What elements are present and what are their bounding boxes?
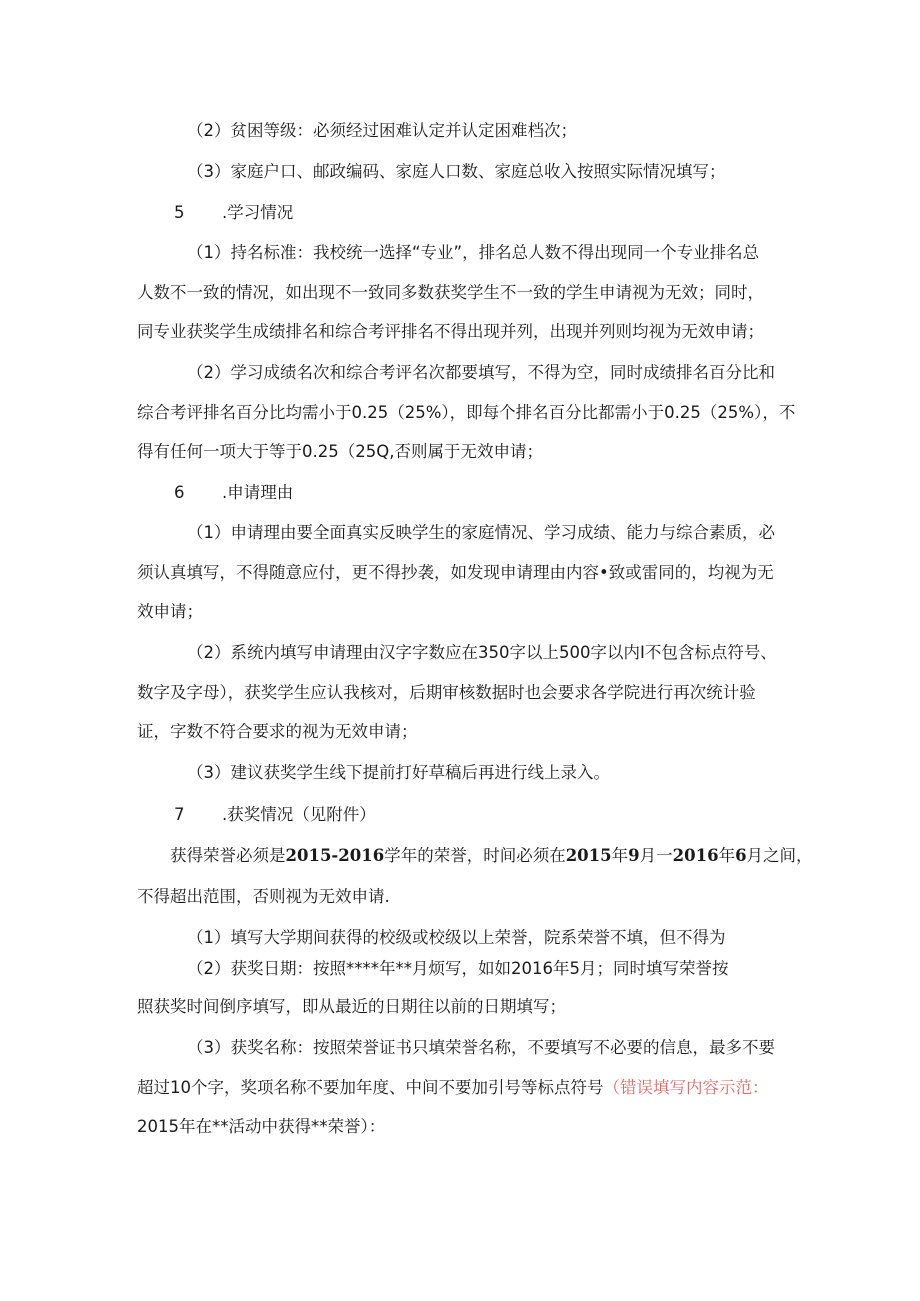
paragraph-reason-2: 须认真填写，不得随意应付，更不得抄袭，如发现申请理由内容•致或雷同的，均视为无: [137, 563, 774, 582]
paragraph-reason-1: （1）申请理由要全面真实反映学生的家庭情况、学习成绩、能力与综合素质，必: [187, 523, 775, 542]
paragraph-award-date-2: 照获奖时间倒序填写，即从最近的日期往以前的日期填写；: [137, 997, 566, 1016]
paragraph-draft-suggestion: （3）建议获奖学生线下提前打好草稿后再进行线上录入。: [187, 763, 610, 782]
paragraph-award-level: （1）填写大学期间获得的校级或校级以上荣誉，院系荣誉不填，但不得为: [187, 928, 726, 947]
wrong-example-label: （错误填写内容示范：: [603, 1078, 769, 1097]
award-period-text: 获得荣誉必须是: [170, 846, 286, 865]
award-period-text: 年: [611, 846, 629, 865]
paragraph-rank-percent-3: 得有任何一项大于等于0.25（25Q,否则属于无效申请；: [137, 442, 543, 461]
paragraph-award-period-1: [170, 845, 813, 867]
paragraph-word-count-3: 证，字数不符合要求的视为无效申请；: [137, 722, 418, 741]
award-name-text: 超过10个字，奖项名称不要加年度、中间不要加引号等标点符号: [137, 1078, 604, 1097]
award-period-text: 月一: [639, 846, 673, 865]
section-title-awards: .获奖情况（见附件）: [222, 805, 376, 824]
paragraph-reason-3: 效申请；: [137, 602, 203, 621]
section-number-7: 7: [174, 805, 185, 824]
paragraph-ranking-standard-2: 人数不一致的情况，如出现不一致同多数获奖学生不一致的学生申请视为无效；同时，: [137, 283, 764, 302]
award-period-end-year: 2016: [672, 846, 719, 865]
section-title-reason: .申请理由: [222, 483, 294, 502]
paragraph-poverty-level: （2）贫困等级：必须经过困难认定并认定困难档次；: [187, 121, 577, 140]
paragraph-award-name-1: （3）获奖名称：按照荣誉证书只填荣誉名称，不要填写不必要的信息，最多不要: [187, 1038, 775, 1057]
paragraph-rank-percent-2: 综合考评排名百分比均需小于0.25（25%），即每个排名百分比都需小于0.25（25%），不: [137, 403, 796, 422]
paragraph-household: （3）家庭户口、邮政编码、家庭人口数、家庭总收入按照实际情况填写；: [187, 162, 726, 181]
paragraph-ranking-standard-1: （1）持名标准：我校统一选择“专业”，排名总人数不得出现同一个专业排名总: [187, 243, 760, 262]
award-period-end-month: 6: [735, 846, 747, 865]
paragraph-award-period-2: 不得超出范围，否则视为无效申请.: [137, 887, 390, 906]
paragraph-rank-percent-1: （2）学习成绩名次和综合考评名次都要填写，不得为空，同时成绩排名百分比和: [187, 363, 775, 382]
paragraph-award-date-1: （2）获奖日期：按照****年**月烦写，如如2016年5月；同时填写荣誉按: [187, 959, 729, 978]
paragraph-word-count-2: 数字及字母），获奖学生应认我核对，后期审核数据时也会要求各学院进行再次统计验: [137, 683, 756, 702]
section-number-5: 5: [174, 203, 185, 222]
section-title-study: .学习情况: [222, 203, 294, 222]
award-period-text: 学年的荣誉，时间必须在: [384, 846, 566, 865]
paragraph-award-name-2: [137, 1077, 769, 1099]
paragraph-word-count-1: （2）系统内填写申请理由汉字字数应在350字以上500字以内I不包含标点符号、: [187, 643, 777, 662]
award-period-text: 月之间，: [746, 846, 813, 865]
award-period-start-year: 2015: [565, 846, 612, 865]
award-period-text: 年: [718, 846, 736, 865]
award-period-start-month: 9: [628, 846, 640, 865]
paragraph-award-name-3: 2015年在**活动中获得**荣誉）：: [137, 1117, 386, 1136]
paragraph-ranking-standard-3: 同专业获奖学生成绩排名和综合考评排名不得出现并列，出现并列则均视为无效申请；: [137, 322, 764, 341]
award-period-years: 2015-2016: [285, 846, 385, 865]
section-number-6: 6: [174, 483, 185, 502]
